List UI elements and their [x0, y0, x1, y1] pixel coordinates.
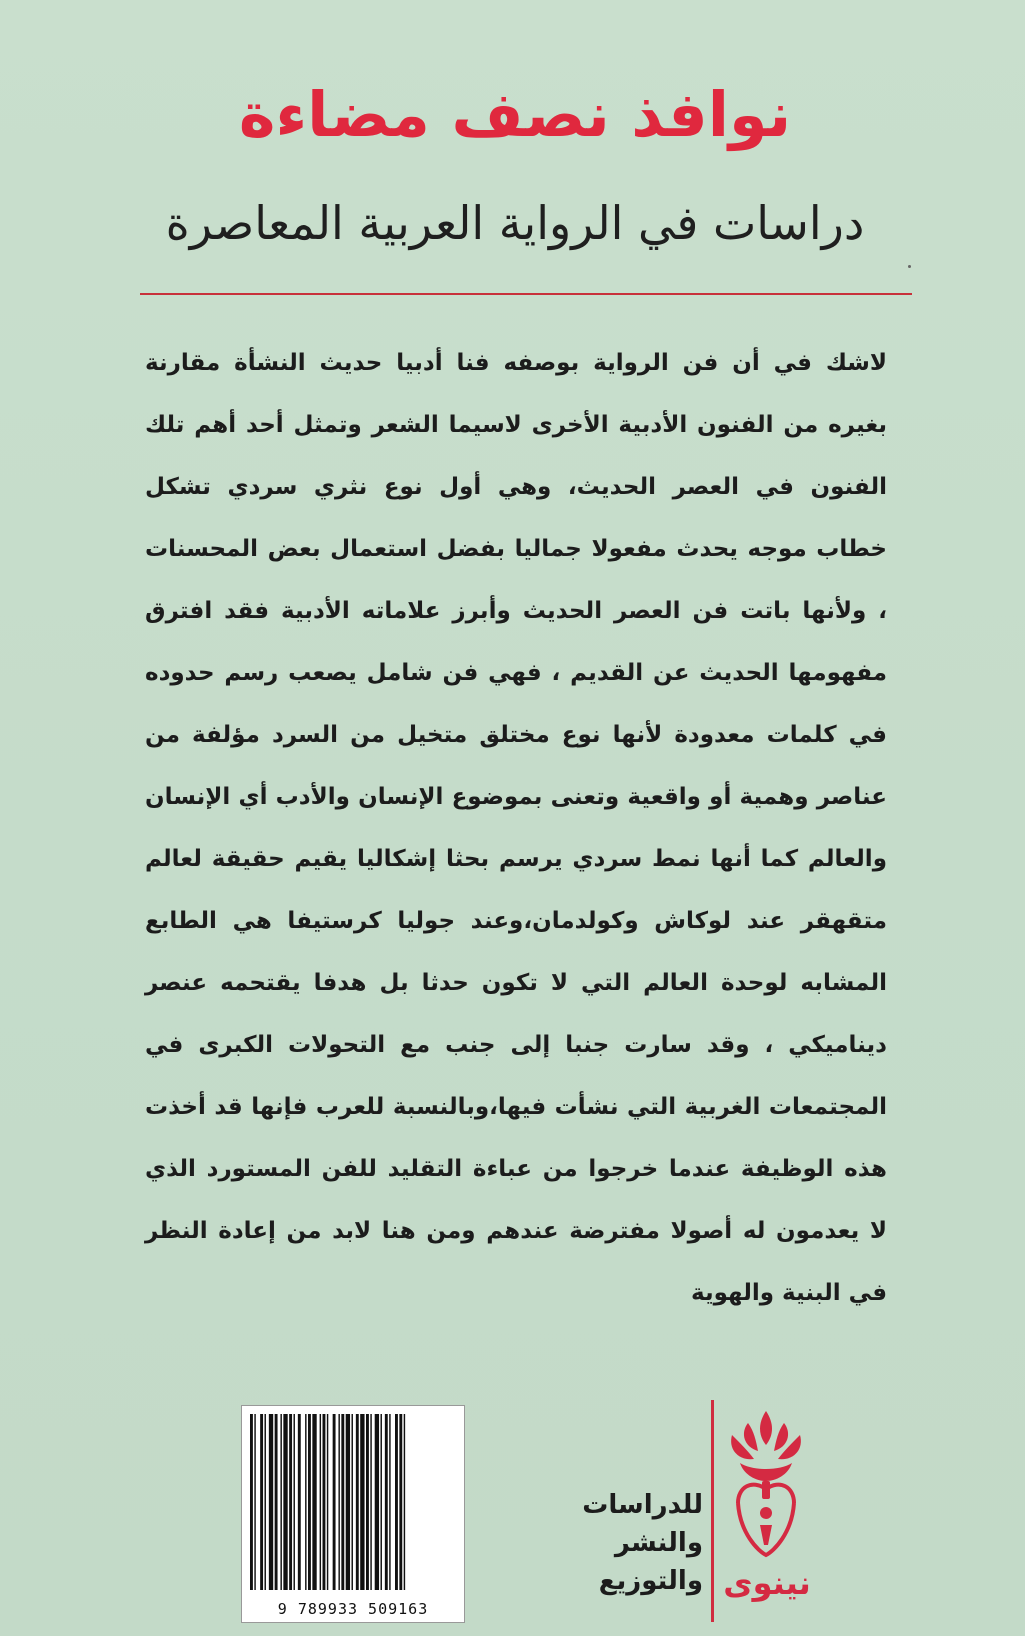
publisher-tagline-line: للدراسات — [582, 1490, 703, 1520]
isbn-number: 9 789933 509163 — [277, 1600, 429, 1618]
book-title: نوافذ نصف مضاءة — [238, 78, 792, 151]
blurb-text: لاشك في أن فن الرواية بوصفه فنا أدبيا حديث النشأة مقارنة بغيره من الفنون الأدبية الأخرى لاسيما الشعر وتمثل أحد أهم تلك الفنون في العصر الحديث، وهي أول نوع نثري سردي تشكل خطاب موجه يحدث مفعولا جماليا بفضل استعمال بعض المحسنات ، ولأنها باتت فن العصر الحديث وأبرز علاماته الأدبية فقد افترق مفهومها الحديث عن القديم ، فهي فن شامل يصعب رسم حدوده في كلمات معدودة لأنها نوع مختلق متخيل من السرد مؤلفة من عناصر وهمية أو واقعية وتعنى بموضوع الإنسان والأدب أي الإنسان والعالم كما أنها نمط سردي يرسم بحثا إشكاليا يقيم حقيقة لعالم متقهقر عند لوكاش وكولدمان،وعند جوليا كرستيفا هي الطابع المشابه لوحدة العالم التي لا تكون حدثا بل هدفا يقتحمه عنصر ديناميكي ، وقد سارت جنبا إلى جنب مع التحولات الكبرى في المجتمعات الغربية التي نشأت فيها،وبالنسبة للعرب فإنها قد أخذت هذه الوظيفة عندما خرجوا من عباءة التقليد للفن المستورد الذي لا يعدمون له أصولا مفترضة عندهم ومن هنا لابد من إعادة النظر في البنية والهوية — [145, 350, 887, 1306]
publisher-name: نينوى — [723, 1564, 811, 1602]
publisher-tagline — [575, 1486, 703, 1600]
isbn-barcode — [241, 1405, 465, 1623]
decorative-dot — [908, 265, 911, 268]
barcode-bars-icon — [248, 1414, 458, 1590]
ninawa-flower-logo-icon — [718, 1405, 814, 1565]
publisher-tagline-line: والتوزيع — [598, 1566, 703, 1596]
title-divider — [140, 293, 912, 295]
book-subtitle: دراسات في الرواية العربية المعاصرة — [165, 196, 865, 250]
publisher-tagline-line: والنشر — [614, 1528, 703, 1558]
